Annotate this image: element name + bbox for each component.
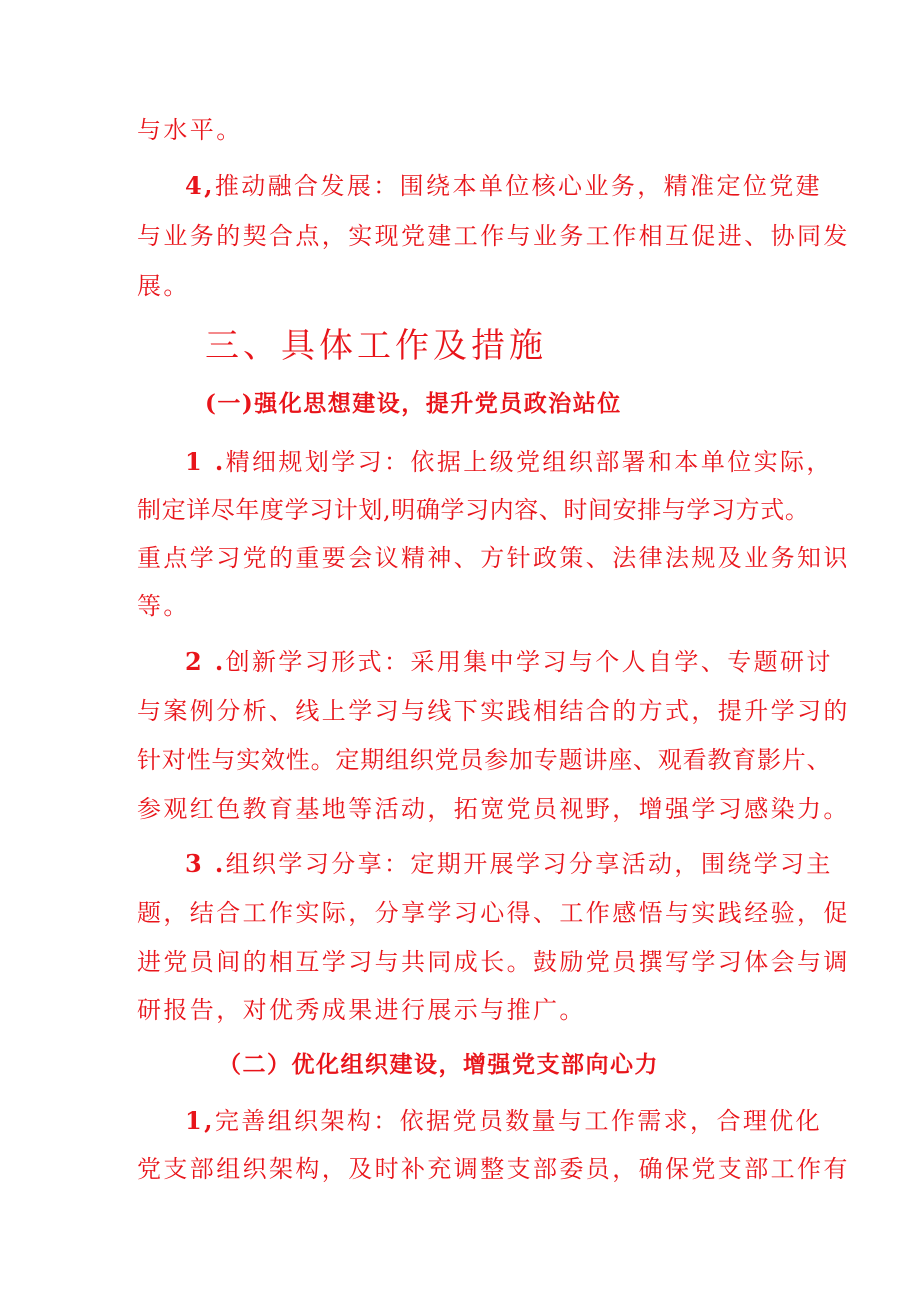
item-number: 3 . [185, 849, 226, 878]
item-number: 2 . [185, 647, 226, 676]
section-title: 三、具体工作及措施 [205, 326, 547, 366]
item-number: 1 . [185, 447, 226, 476]
text-fragment: 完善组织架构：依据党员数量与工作需求，合理优化 [214, 1107, 823, 1135]
text-line: 展。 [137, 272, 190, 300]
text-line: 制定详尽年度学习计划,明确学习内容、时间安排与学习方式。 [137, 496, 810, 524]
subsection-title: （二）优化组织建设，增强党支部向心力 [218, 1051, 659, 1078]
text-line: 题，结合工作实际，分享学习心得、工作感悟与实践经验，促 [137, 899, 850, 927]
text-line: 针对性与实效性。定期组织党员参加专题讲座、观看教育影片、 [137, 746, 832, 774]
text-line: 等。 [137, 592, 190, 620]
item-number: 4, [185, 171, 215, 200]
text-line [185, 1106, 823, 1135]
text-line: 党支部组织架构，及时补充调整支部委员，确保党支部工作有 [137, 1155, 850, 1183]
text-fragment: 精细规划学习：依据上级党组织部署和本单位实际， [225, 448, 833, 476]
text-line: 与案例分析、线上学习与线下实践相结合的方式，提升学习的 [137, 697, 850, 725]
text-line [185, 647, 833, 676]
text-line: 进党员间的相互学习与共同成长。鼓励党员撰写学习体会与调 [137, 948, 850, 976]
text-line [185, 171, 823, 200]
text-line: 与业务的契合点，实现党建工作与业务工作相互促进、协同发 [137, 222, 850, 250]
text-line [185, 849, 833, 878]
text-fragment: 创新学习形式：采用集中学习与个人自学、专题研讨 [225, 648, 833, 676]
text-line: 研报告，对优秀成果进行展示与推广。 [137, 996, 586, 1024]
text-fragment: 组织学习分享：定期开展学习分享活动，围绕学习主 [225, 850, 833, 878]
subsection-title: (一)强化思想建设，提升党员政治站位 [205, 390, 622, 417]
text-line [185, 447, 833, 476]
text-line: 参观红色教育基地等活动，拓宽党员视野，增强学习感染力。 [137, 795, 850, 823]
text-fragment: 推动融合发展：围绕本单位核心业务，精准定位党建 [214, 172, 823, 200]
text-line: 重点学习党的重要会议精神、方针政策、法律法规及业务知识 [137, 544, 850, 572]
item-number: 1, [185, 1106, 215, 1135]
text-line: 与水平。 [137, 116, 243, 144]
